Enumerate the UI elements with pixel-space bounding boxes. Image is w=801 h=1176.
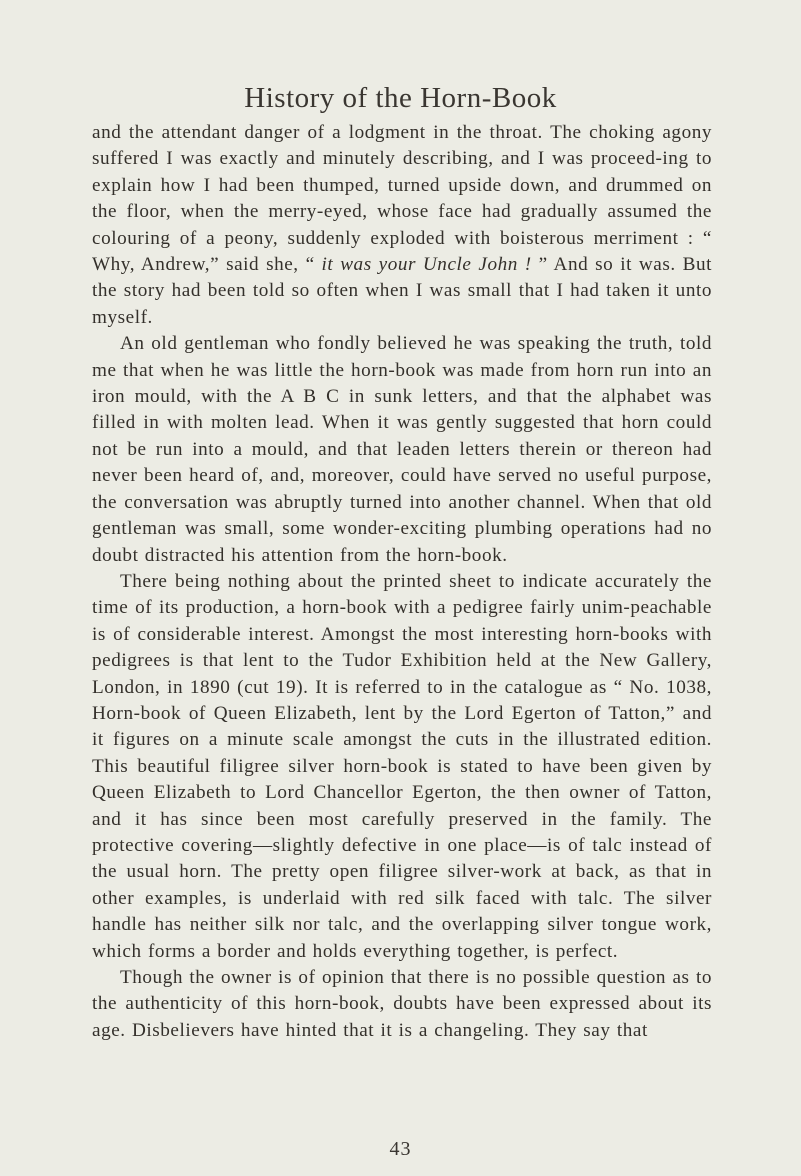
paragraph-2: An old gentleman who fondly believed he was speaking the truth, told me that when he was little the horn-book was made from horn run into an iron mould, with the A B C in sunk letters, and that the alphabet was filled in with molten lead. When it was gently suggested that horn could not be run into a mould, and that leaden letters therein or thereon had never been heard of, and, moreover, could have served no useful purpose, the conversation was abruptly turned into another channel. When that old gentleman was small, some wonder-exciting plumbing operations had no doubt distracted his attention from the horn-book. bbox=[92, 333, 712, 566]
running-head: History of the Horn-Book bbox=[244, 82, 557, 114]
paragraph-1-italic-quote: it was your Uncle John ! bbox=[321, 254, 532, 276]
paragraph-1-text-a: and the attendant danger of a lodgment in the throat. The choking agony suffered I was exactly and minutely describing, and I was proceed-ing to explain how I had been thumped, turned upside down, and drummed on the floor, when the merry-eyed, whose face had gradually assumed the colouring of a peony, suddenly exploded with boisterous merriment : “ Why, Andrew,” said she, “ bbox=[92, 122, 712, 276]
body-text bbox=[92, 120, 712, 1044]
paragraph-4: Though the owner is of opinion that there is no possible question as to the authenticity of this horn-book, doubts have been expressed about its age. Disbelievers have hinted that it is a changeling. They say that bbox=[92, 967, 712, 1041]
paragraph-1-text-b: ” And so it was. But the story had been told so often when I was small that I had taken it unto myself. bbox=[92, 254, 712, 328]
page-number: 43 bbox=[389, 1138, 412, 1160]
paragraph-1 bbox=[92, 120, 712, 331]
paragraph-3: There being nothing about the printed sheet to indicate accurately the time of its production, a horn-book with a pedigree fairly unim-peachable is of considerable interest. Amongst the most interesting horn-books with pedigrees is that lent to the Tudor Exhibition held at the New Gallery, London, in 1890 (cut 19). It is referred to in the catalogue as “ No. 1038, Horn-book of Queen Elizabeth, lent by the Lord Egerton of Tatton,” and it figures on a minute scale amongst the cuts in the illustrated edition. This beautiful filigree silver horn-book is stated to have been given by Queen Elizabeth to Lord Chancellor Egerton, the then owner of Tatton, and it has since been most carefully preserved in the family. The protective covering—slightly defective in one place—is of talc instead of the usual horn. The pretty open filigree silver-work at back, as that in other examples, is underlaid with red silk faced with talc. The silver handle has neither silk nor talc, and the overlapping silver tongue work, which forms a border and holds everything together, is perfect. bbox=[92, 570, 712, 962]
